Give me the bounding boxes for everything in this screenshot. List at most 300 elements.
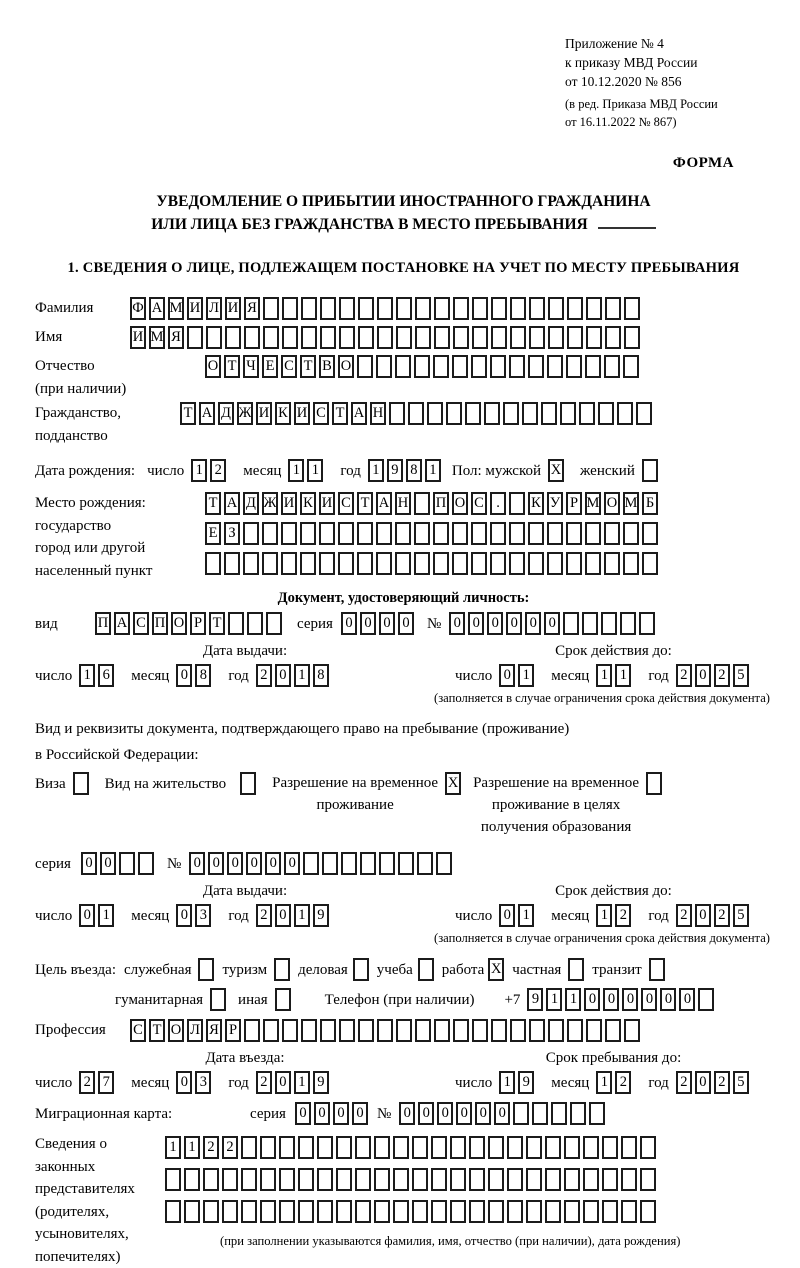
char-cell[interactable] (471, 552, 487, 575)
birthplace-cells-row1[interactable] (205, 492, 661, 515)
char-cell[interactable] (281, 522, 297, 545)
char-cell[interactable] (453, 297, 469, 320)
char-cell[interactable]: 9 (518, 1071, 534, 1094)
birth-month-cells[interactable] (288, 459, 326, 482)
char-cell[interactable] (338, 552, 354, 575)
char-cell[interactable]: 2 (210, 459, 226, 482)
char-cell[interactable]: М (149, 326, 165, 349)
char-cell[interactable] (604, 552, 620, 575)
char-cell[interactable]: 1 (294, 664, 310, 687)
char-cell[interactable] (450, 1200, 466, 1223)
char-cell[interactable] (601, 612, 617, 635)
char-cell[interactable] (355, 1168, 371, 1191)
char-cell[interactable] (241, 1168, 257, 1191)
char-cell[interactable] (529, 297, 545, 320)
char-cell[interactable] (436, 852, 452, 875)
char-cell[interactable] (222, 1200, 238, 1223)
char-cell[interactable] (374, 1200, 390, 1223)
char-cell[interactable] (244, 1019, 260, 1042)
char-cell[interactable]: М (623, 492, 639, 515)
patronymic-cells[interactable] (205, 355, 642, 378)
char-cell[interactable]: 5 (733, 904, 749, 927)
char-cell[interactable] (398, 852, 414, 875)
char-cell[interactable]: 1 (615, 664, 631, 687)
temp-permit-checkbox[interactable]: X (445, 772, 461, 795)
char-cell[interactable] (545, 1200, 561, 1223)
char-cell[interactable]: 1 (596, 1071, 612, 1094)
char-cell[interactable] (598, 402, 614, 425)
id-number-cells[interactable] (449, 612, 658, 635)
char-cell[interactable] (301, 297, 317, 320)
char-cell[interactable] (567, 326, 583, 349)
char-cell[interactable]: 0 (81, 852, 97, 875)
char-cell[interactable] (586, 1019, 602, 1042)
char-cell[interactable] (282, 297, 298, 320)
char-cell[interactable] (263, 297, 279, 320)
char-cell[interactable] (526, 1136, 542, 1159)
char-cell[interactable]: 0 (360, 612, 376, 635)
char-cell[interactable]: 1 (565, 988, 581, 1011)
char-cell[interactable]: 2 (256, 904, 272, 927)
char-cell[interactable]: 1 (184, 1136, 200, 1159)
char-cell[interactable]: С (471, 492, 487, 515)
char-cell[interactable] (589, 1102, 605, 1125)
char-cell[interactable]: 1 (191, 459, 207, 482)
char-cell[interactable]: 5 (733, 664, 749, 687)
char-cell[interactable] (300, 522, 316, 545)
char-cell[interactable] (300, 552, 316, 575)
sex-male-checkbox[interactable]: X (548, 459, 564, 482)
char-cell[interactable] (339, 297, 355, 320)
humanitarian-checkbox[interactable] (210, 988, 226, 1011)
char-cell[interactable] (360, 852, 376, 875)
char-cell[interactable] (547, 552, 563, 575)
char-cell[interactable]: 0 (456, 1102, 472, 1125)
char-cell[interactable]: 1 (307, 459, 323, 482)
char-cell[interactable]: 2 (676, 1071, 692, 1094)
char-cell[interactable]: 9 (313, 904, 329, 927)
char-cell[interactable] (586, 297, 602, 320)
char-cell[interactable]: 1 (499, 1071, 515, 1094)
char-cell[interactable] (434, 326, 450, 349)
char-cell[interactable] (282, 1019, 298, 1042)
char-cell[interactable] (396, 326, 412, 349)
char-cell[interactable]: 0 (603, 988, 619, 1011)
char-cell[interactable] (605, 326, 621, 349)
char-cell[interactable]: 2 (222, 1136, 238, 1159)
char-cell[interactable] (452, 552, 468, 575)
char-cell[interactable]: И (187, 297, 203, 320)
char-cell[interactable] (621, 1136, 637, 1159)
char-cell[interactable]: 2 (676, 904, 692, 927)
char-cell[interactable] (408, 402, 424, 425)
char-cell[interactable]: А (149, 297, 165, 320)
char-cell[interactable] (551, 1102, 567, 1125)
char-cell[interactable] (379, 852, 395, 875)
residence-permit-checkbox[interactable] (240, 772, 256, 795)
char-cell[interactable] (317, 1200, 333, 1223)
permit-series-cells[interactable] (81, 852, 157, 875)
char-cell[interactable]: 0 (352, 1102, 368, 1125)
char-cell[interactable] (529, 1019, 545, 1042)
char-cell[interactable] (434, 1019, 450, 1042)
char-cell[interactable]: 3 (195, 1071, 211, 1094)
stay-year-cells[interactable] (676, 1071, 752, 1094)
private-checkbox[interactable] (568, 958, 584, 981)
char-cell[interactable] (431, 1136, 447, 1159)
char-cell[interactable]: И (281, 492, 297, 515)
permit-issue-month-cells[interactable] (176, 904, 214, 927)
char-cell[interactable]: Ж (262, 492, 278, 515)
birthplace-cells-row3[interactable] (205, 552, 661, 575)
char-cell[interactable]: 1 (518, 664, 534, 687)
char-cell[interactable]: С (133, 612, 149, 635)
char-cell[interactable] (184, 1200, 200, 1223)
stay-day-cells[interactable] (499, 1071, 537, 1094)
char-cell[interactable]: Л (187, 1019, 203, 1042)
char-cell[interactable] (560, 402, 576, 425)
char-cell[interactable]: 1 (98, 904, 114, 927)
char-cell[interactable]: З (224, 522, 240, 545)
char-cell[interactable]: М (585, 492, 601, 515)
permit-valid-day-cells[interactable] (499, 904, 537, 927)
char-cell[interactable] (298, 1136, 314, 1159)
profession-cells[interactable] (130, 1019, 643, 1042)
work-checkbox[interactable]: X (488, 958, 504, 981)
char-cell[interactable]: Р (190, 612, 206, 635)
char-cell[interactable]: 0 (584, 988, 600, 1011)
char-cell[interactable] (187, 326, 203, 349)
char-cell[interactable] (507, 1168, 523, 1191)
char-cell[interactable]: 1 (425, 459, 441, 482)
char-cell[interactable]: 0 (695, 904, 711, 927)
char-cell[interactable] (640, 1136, 656, 1159)
char-cell[interactable]: 0 (314, 1102, 330, 1125)
char-cell[interactable]: 3 (195, 904, 211, 927)
char-cell[interactable] (320, 1019, 336, 1042)
char-cell[interactable] (339, 1019, 355, 1042)
char-cell[interactable]: 1 (546, 988, 562, 1011)
char-cell[interactable]: Я (244, 297, 260, 320)
char-cell[interactable] (427, 402, 443, 425)
char-cell[interactable]: О (604, 492, 620, 515)
char-cell[interactable]: И (225, 297, 241, 320)
char-cell[interactable] (605, 297, 621, 320)
char-cell[interactable] (241, 1136, 257, 1159)
char-cell[interactable] (374, 1168, 390, 1191)
char-cell[interactable] (434, 297, 450, 320)
char-cell[interactable] (509, 355, 525, 378)
char-cell[interactable] (604, 355, 620, 378)
char-cell[interactable] (184, 1168, 200, 1191)
char-cell[interactable]: С (130, 1019, 146, 1042)
char-cell[interactable]: 1 (596, 664, 612, 687)
char-cell[interactable] (583, 1168, 599, 1191)
char-cell[interactable]: 0 (695, 664, 711, 687)
char-cell[interactable] (586, 326, 602, 349)
char-cell[interactable] (624, 1019, 640, 1042)
char-cell[interactable]: 2 (714, 664, 730, 687)
char-cell[interactable] (513, 1102, 529, 1125)
char-cell[interactable]: Я (168, 326, 184, 349)
char-cell[interactable]: 0 (275, 904, 291, 927)
mig-series-cells[interactable] (295, 1102, 371, 1125)
char-cell[interactable]: 0 (468, 612, 484, 635)
id-valid-year-cells[interactable] (676, 664, 752, 687)
char-cell[interactable]: 0 (525, 612, 541, 635)
char-cell[interactable] (583, 1200, 599, 1223)
char-cell[interactable] (490, 355, 506, 378)
char-cell[interactable] (138, 852, 154, 875)
char-cell[interactable] (260, 1136, 276, 1159)
char-cell[interactable] (412, 1168, 428, 1191)
char-cell[interactable]: О (338, 355, 354, 378)
char-cell[interactable]: 0 (333, 1102, 349, 1125)
char-cell[interactable]: 0 (295, 1102, 311, 1125)
char-cell[interactable]: . (490, 492, 506, 515)
char-cell[interactable] (548, 297, 564, 320)
char-cell[interactable]: Л (206, 297, 222, 320)
char-cell[interactable] (640, 1200, 656, 1223)
char-cell[interactable] (205, 552, 221, 575)
char-cell[interactable] (452, 522, 468, 545)
other-checkbox[interactable] (275, 988, 291, 1011)
char-cell[interactable] (507, 1136, 523, 1159)
char-cell[interactable]: 0 (660, 988, 676, 1011)
char-cell[interactable] (564, 1200, 580, 1223)
char-cell[interactable] (339, 326, 355, 349)
char-cell[interactable] (582, 612, 598, 635)
char-cell[interactable]: Т (332, 402, 348, 425)
char-cell[interactable] (640, 1168, 656, 1191)
char-cell[interactable]: 2 (615, 1071, 631, 1094)
char-cell[interactable] (228, 612, 244, 635)
char-cell[interactable] (528, 355, 544, 378)
char-cell[interactable] (395, 355, 411, 378)
char-cell[interactable] (377, 297, 393, 320)
char-cell[interactable] (396, 297, 412, 320)
char-cell[interactable] (303, 852, 319, 875)
char-cell[interactable] (415, 326, 431, 349)
char-cell[interactable]: С (313, 402, 329, 425)
char-cell[interactable] (636, 402, 652, 425)
char-cell[interactable]: 2 (256, 664, 272, 687)
char-cell[interactable] (281, 552, 297, 575)
temp-permit-edu-checkbox[interactable] (646, 772, 662, 795)
char-cell[interactable]: 9 (313, 1071, 329, 1094)
char-cell[interactable]: 0 (379, 612, 395, 635)
char-cell[interactable] (320, 297, 336, 320)
char-cell[interactable] (355, 1136, 371, 1159)
char-cell[interactable]: О (452, 492, 468, 515)
char-cell[interactable] (624, 326, 640, 349)
char-cell[interactable] (206, 326, 222, 349)
char-cell[interactable]: 0 (208, 852, 224, 875)
char-cell[interactable]: 0 (475, 1102, 491, 1125)
char-cell[interactable]: П (152, 612, 168, 635)
char-cell[interactable]: О (205, 355, 221, 378)
char-cell[interactable]: Ф (130, 297, 146, 320)
char-cell[interactable]: Т (300, 355, 316, 378)
char-cell[interactable]: М (168, 297, 184, 320)
char-cell[interactable] (509, 552, 525, 575)
char-cell[interactable] (336, 1168, 352, 1191)
char-cell[interactable] (279, 1136, 295, 1159)
given-name-cells[interactable] (130, 326, 643, 349)
phone-cells[interactable] (527, 988, 717, 1011)
birthplace-cells-row2[interactable] (205, 522, 661, 545)
char-cell[interactable]: 2 (676, 664, 692, 687)
char-cell[interactable]: 0 (176, 904, 192, 927)
char-cell[interactable] (469, 1168, 485, 1191)
char-cell[interactable] (336, 1200, 352, 1223)
char-cell[interactable] (563, 612, 579, 635)
char-cell[interactable]: И (294, 402, 310, 425)
char-cell[interactable] (488, 1200, 504, 1223)
char-cell[interactable] (279, 1168, 295, 1191)
char-cell[interactable]: Р (225, 1019, 241, 1042)
char-cell[interactable] (262, 552, 278, 575)
char-cell[interactable] (602, 1168, 618, 1191)
char-cell[interactable] (488, 1136, 504, 1159)
char-cell[interactable] (389, 402, 405, 425)
char-cell[interactable] (262, 522, 278, 545)
char-cell[interactable]: 1 (165, 1136, 181, 1159)
char-cell[interactable] (491, 297, 507, 320)
char-cell[interactable]: К (300, 492, 316, 515)
char-cell[interactable] (532, 1102, 548, 1125)
char-cell[interactable] (357, 552, 373, 575)
char-cell[interactable] (698, 988, 714, 1011)
sex-female-checkbox[interactable] (642, 459, 658, 482)
char-cell[interactable] (564, 1168, 580, 1191)
char-cell[interactable] (414, 355, 430, 378)
char-cell[interactable] (203, 1168, 219, 1191)
char-cell[interactable] (260, 1200, 276, 1223)
char-cell[interactable] (393, 1200, 409, 1223)
char-cell[interactable]: 1 (79, 664, 95, 687)
doc-type-cells[interactable] (95, 612, 285, 635)
char-cell[interactable] (490, 552, 506, 575)
transit-checkbox[interactable] (649, 958, 665, 981)
char-cell[interactable] (566, 522, 582, 545)
char-cell[interactable] (341, 852, 357, 875)
legal-reps-cells-row1[interactable] (165, 1136, 680, 1159)
char-cell[interactable] (548, 326, 564, 349)
char-cell[interactable] (469, 1200, 485, 1223)
char-cell[interactable]: 0 (275, 664, 291, 687)
char-cell[interactable]: Т (224, 355, 240, 378)
char-cell[interactable] (642, 552, 658, 575)
surname-cells[interactable] (130, 297, 643, 320)
official-checkbox[interactable] (198, 958, 214, 981)
entry-day-cells[interactable] (79, 1071, 117, 1094)
char-cell[interactable] (119, 852, 135, 875)
id-valid-month-cells[interactable] (596, 664, 634, 687)
char-cell[interactable] (431, 1200, 447, 1223)
char-cell[interactable]: А (376, 492, 392, 515)
char-cell[interactable] (545, 1136, 561, 1159)
char-cell[interactable] (528, 552, 544, 575)
char-cell[interactable]: 0 (341, 612, 357, 635)
char-cell[interactable]: 8 (406, 459, 422, 482)
char-cell[interactable]: С (281, 355, 297, 378)
char-cell[interactable]: 0 (79, 904, 95, 927)
char-cell[interactable]: Р (566, 492, 582, 515)
char-cell[interactable] (541, 402, 557, 425)
permit-valid-month-cells[interactable] (596, 904, 634, 927)
char-cell[interactable]: А (351, 402, 367, 425)
char-cell[interactable]: В (319, 355, 335, 378)
char-cell[interactable] (395, 552, 411, 575)
char-cell[interactable] (433, 355, 449, 378)
id-issue-month-cells[interactable] (176, 664, 214, 687)
char-cell[interactable] (243, 522, 259, 545)
char-cell[interactable]: Н (395, 492, 411, 515)
char-cell[interactable] (298, 1200, 314, 1223)
char-cell[interactable] (471, 522, 487, 545)
char-cell[interactable]: И (130, 326, 146, 349)
char-cell[interactable]: 9 (527, 988, 543, 1011)
char-cell[interactable] (471, 355, 487, 378)
char-cell[interactable] (579, 402, 595, 425)
char-cell[interactable] (357, 522, 373, 545)
mig-number-cells[interactable] (399, 1102, 608, 1125)
char-cell[interactable] (472, 297, 488, 320)
char-cell[interactable] (414, 492, 430, 515)
char-cell[interactable]: 0 (499, 664, 515, 687)
study-checkbox[interactable] (418, 958, 434, 981)
char-cell[interactable] (247, 612, 263, 635)
char-cell[interactable] (431, 1168, 447, 1191)
char-cell[interactable] (377, 326, 393, 349)
char-cell[interactable] (570, 1102, 586, 1125)
char-cell[interactable] (605, 1019, 621, 1042)
char-cell[interactable] (396, 1019, 412, 1042)
char-cell[interactable] (417, 852, 433, 875)
char-cell[interactable]: 1 (294, 1071, 310, 1094)
entry-year-cells[interactable] (256, 1071, 332, 1094)
char-cell[interactable]: 9 (387, 459, 403, 482)
char-cell[interactable] (529, 326, 545, 349)
char-cell[interactable] (583, 1136, 599, 1159)
char-cell[interactable]: 1 (596, 904, 612, 927)
char-cell[interactable] (224, 552, 240, 575)
char-cell[interactable] (453, 1019, 469, 1042)
char-cell[interactable]: А (114, 612, 130, 635)
char-cell[interactable] (358, 1019, 374, 1042)
char-cell[interactable] (317, 1168, 333, 1191)
char-cell[interactable]: 1 (288, 459, 304, 482)
char-cell[interactable] (319, 522, 335, 545)
char-cell[interactable] (621, 1200, 637, 1223)
char-cell[interactable] (585, 522, 601, 545)
char-cell[interactable] (414, 522, 430, 545)
char-cell[interactable]: Я (206, 1019, 222, 1042)
char-cell[interactable] (510, 1019, 526, 1042)
char-cell[interactable]: 0 (227, 852, 243, 875)
char-cell[interactable] (266, 612, 282, 635)
char-cell[interactable] (301, 326, 317, 349)
char-cell[interactable] (623, 552, 639, 575)
char-cell[interactable]: О (168, 1019, 184, 1042)
birth-day-cells[interactable] (191, 459, 229, 482)
char-cell[interactable] (522, 402, 538, 425)
char-cell[interactable] (507, 1200, 523, 1223)
char-cell[interactable] (450, 1136, 466, 1159)
char-cell[interactable]: 1 (294, 904, 310, 927)
char-cell[interactable] (453, 326, 469, 349)
